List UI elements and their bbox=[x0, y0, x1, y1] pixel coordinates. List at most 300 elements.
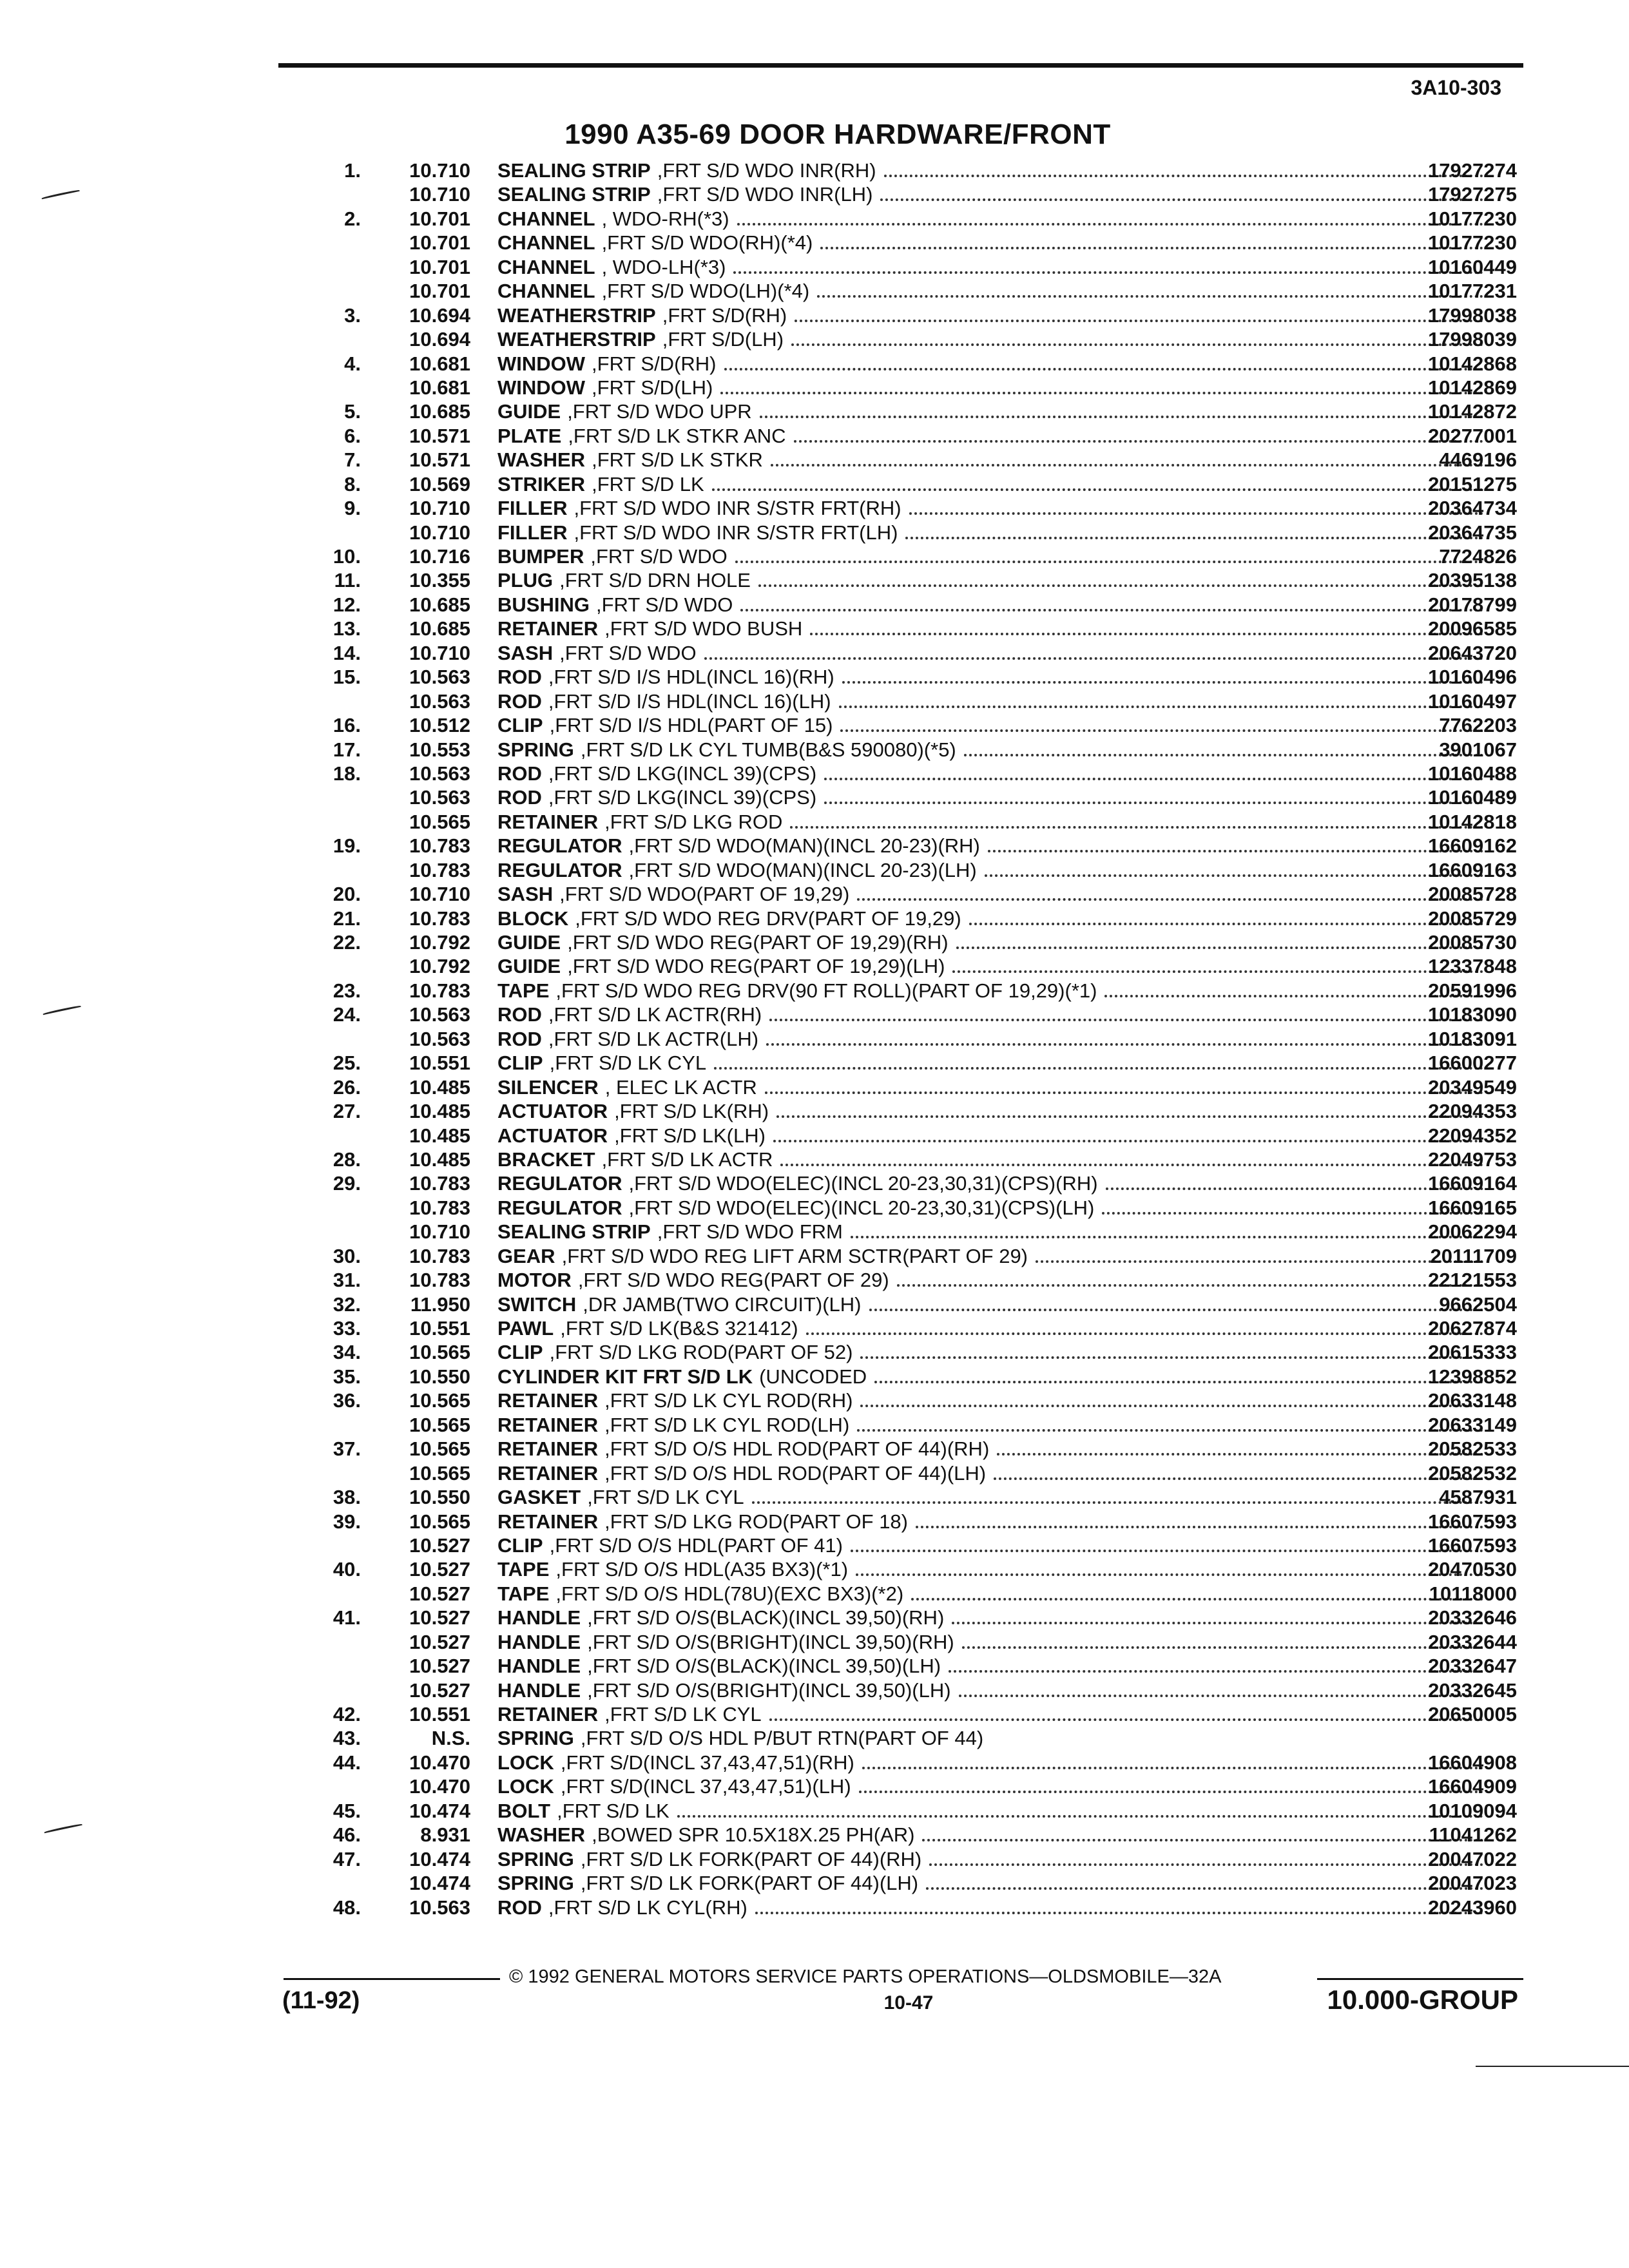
part-description bbox=[497, 762, 1483, 785]
margin-mark bbox=[43, 1005, 81, 1015]
group-number: 10.783 bbox=[409, 979, 470, 1002]
part-name: SWITCH bbox=[497, 1293, 577, 1316]
part-number: 12337848 bbox=[1428, 955, 1517, 978]
group-number: 10.485 bbox=[409, 1148, 470, 1171]
part-number: 20470530 bbox=[1428, 1558, 1517, 1581]
ref-number: 4. bbox=[344, 352, 361, 375]
part-qualifier: ,FRT S/D I/S HDL(PART OF 15) bbox=[549, 714, 833, 737]
part-name: PLATE bbox=[497, 424, 562, 447]
part-number: 20395138 bbox=[1428, 569, 1517, 592]
group-number: 10.550 bbox=[409, 1365, 470, 1388]
part-name: GUIDE bbox=[497, 955, 561, 978]
part-description bbox=[497, 255, 1483, 279]
parts-row bbox=[309, 1437, 1534, 1461]
part-description bbox=[497, 858, 1483, 882]
part-description bbox=[497, 1896, 1483, 1919]
part-description bbox=[497, 617, 1483, 640]
part-description bbox=[497, 713, 1483, 737]
part-qualifier: ,FRT S/D I/S HDL(INCL 16)(LH) bbox=[548, 689, 831, 713]
part-description bbox=[497, 1533, 1483, 1557]
parts-row bbox=[309, 1630, 1534, 1654]
part-name: CHANNEL bbox=[497, 231, 595, 255]
bottom-edge-line bbox=[1476, 2066, 1629, 2067]
part-description bbox=[497, 231, 1483, 255]
part-qualifier: ,FRT S/D WDO INR(RH) bbox=[657, 159, 876, 182]
part-description bbox=[497, 785, 1483, 809]
part-number: 20633148 bbox=[1428, 1389, 1517, 1412]
footer-rule-right bbox=[1317, 1978, 1523, 1980]
ref-number: 29. bbox=[333, 1172, 361, 1195]
group-number: 10.694 bbox=[409, 328, 470, 351]
parts-row bbox=[309, 1485, 1534, 1509]
dot-leader bbox=[769, 1718, 1483, 1721]
ref-number: 16. bbox=[333, 714, 361, 737]
part-number: 11041262 bbox=[1429, 1823, 1517, 1847]
part-description bbox=[497, 882, 1483, 906]
part-qualifier: ,FRT S/D O/S HDL P/BUT RTN(PART OF 44) bbox=[580, 1727, 984, 1750]
part-name: BUMPER bbox=[497, 545, 584, 568]
part-number: 7724826 bbox=[1439, 545, 1517, 568]
parts-row bbox=[309, 1220, 1534, 1244]
parts-row bbox=[309, 1896, 1534, 1919]
part-number: 10142869 bbox=[1428, 376, 1517, 399]
part-qualifier: ,FRT S/D WDO REG LIFT ARM SCTR(PART OF 29) bbox=[561, 1244, 1028, 1267]
part-description bbox=[497, 1340, 1483, 1364]
part-qualifier: ,FRT S/D(RH) bbox=[662, 303, 787, 327]
group-number: 10.527 bbox=[409, 1606, 470, 1629]
ref-number: 13. bbox=[333, 617, 361, 640]
group-number: 10.485 bbox=[409, 1124, 470, 1147]
parts-row bbox=[309, 1196, 1534, 1220]
part-number: 10183091 bbox=[1428, 1027, 1517, 1050]
part-name: WINDOW bbox=[497, 376, 586, 399]
parts-list bbox=[309, 159, 1534, 1919]
part-qualifier: ,FRT S/D WDO bbox=[590, 545, 728, 568]
part-qualifier: ,FRT S/D LK bbox=[557, 1799, 670, 1822]
ref-number: 12. bbox=[333, 593, 361, 616]
ref-number: 40. bbox=[333, 1558, 361, 1581]
part-name: BUSHING bbox=[497, 593, 590, 616]
ref-number: 39. bbox=[333, 1510, 361, 1533]
dot-leader bbox=[737, 223, 1483, 226]
group-number: 10.565 bbox=[409, 810, 470, 833]
parts-row bbox=[309, 1413, 1534, 1437]
part-name: WEATHERSTRIP bbox=[497, 328, 656, 351]
parts-row bbox=[309, 568, 1534, 592]
part-name: FILLER bbox=[497, 497, 568, 520]
parts-row bbox=[309, 1678, 1534, 1702]
part-number: 20332644 bbox=[1428, 1630, 1517, 1653]
group-number: 10.565 bbox=[409, 1389, 470, 1412]
part-description bbox=[497, 1678, 1483, 1702]
dot-leader bbox=[735, 561, 1483, 563]
part-number: 20178799 bbox=[1428, 593, 1517, 616]
part-number: 20047023 bbox=[1428, 1872, 1517, 1895]
part-description bbox=[497, 665, 1483, 689]
part-name: CHANNEL bbox=[497, 255, 595, 278]
ref-number: 11. bbox=[334, 569, 361, 592]
copyright-notice: © 1992 GENERAL MOTORS SERVICE PARTS OPERATIONS—OLDSMOBILE—32A bbox=[509, 1966, 1222, 1987]
ref-number: 10. bbox=[333, 545, 361, 568]
parts-row bbox=[309, 907, 1534, 930]
group-number: 10.553 bbox=[409, 738, 470, 761]
part-description bbox=[497, 1003, 1483, 1026]
part-qualifier: ,FRT S/D LK ACTR(RH) bbox=[548, 1003, 762, 1026]
group-number: 10.710 bbox=[409, 159, 470, 182]
part-name: ACTUATOR bbox=[497, 1124, 608, 1147]
part-description bbox=[497, 1413, 1483, 1437]
parts-row bbox=[309, 376, 1534, 399]
dot-leader bbox=[720, 392, 1483, 394]
part-description bbox=[497, 1557, 1483, 1581]
part-qualifier: , WDO-RH(*3) bbox=[601, 207, 729, 230]
part-number: 10177230 bbox=[1428, 231, 1517, 255]
group-number: 10.694 bbox=[409, 303, 470, 327]
part-qualifier: ,FRT S/D LK FORK(PART OF 44)(LH) bbox=[580, 1872, 919, 1895]
ref-number: 24. bbox=[333, 1003, 361, 1026]
part-description bbox=[497, 810, 1483, 834]
part-name: ROD bbox=[497, 786, 542, 809]
ref-number: 18. bbox=[333, 762, 361, 785]
parts-row bbox=[309, 762, 1534, 785]
parts-row bbox=[309, 1293, 1534, 1316]
part-number: 20332645 bbox=[1428, 1678, 1517, 1702]
part-qualifier: ,FRT S/D LK CYL bbox=[587, 1486, 744, 1509]
part-name: TAPE bbox=[497, 1558, 550, 1581]
part-description bbox=[497, 1871, 1483, 1895]
part-name: GUIDE bbox=[497, 400, 561, 423]
part-description bbox=[497, 1485, 1483, 1509]
part-name: TAPE bbox=[497, 1582, 550, 1605]
part-description bbox=[497, 1606, 1483, 1629]
part-name: BLOCK bbox=[497, 907, 569, 930]
part-name: RETAINER bbox=[497, 1510, 599, 1533]
group-number: 10.685 bbox=[409, 400, 470, 423]
part-name: CHANNEL bbox=[497, 280, 595, 303]
part-number: 16604908 bbox=[1428, 1751, 1517, 1774]
part-qualifier: ,FRT S/D LK ACTR bbox=[601, 1148, 773, 1171]
part-qualifier: ,FRT S/D LK CYL(RH) bbox=[548, 1896, 747, 1919]
part-name: GASKET bbox=[497, 1486, 581, 1509]
parts-row bbox=[309, 1389, 1534, 1412]
part-qualifier: ,FRT S/D LK(RH) bbox=[614, 1100, 769, 1123]
parts-row bbox=[309, 1051, 1534, 1075]
parts-row bbox=[309, 882, 1534, 906]
part-qualifier: ,FRT S/D WDO REG(PART OF 19,29)(LH) bbox=[567, 955, 945, 978]
part-name: SPRING bbox=[497, 1872, 574, 1895]
parts-row bbox=[309, 1075, 1534, 1099]
part-qualifier: ,FRT S/D LKG ROD(PART OF 18) bbox=[604, 1510, 908, 1533]
part-number: 10177231 bbox=[1428, 280, 1517, 303]
ref-number: 48. bbox=[333, 1896, 361, 1919]
part-qualifier: ,FRT S/D(LH) bbox=[662, 328, 784, 351]
ref-number: 30. bbox=[333, 1244, 361, 1267]
dot-leader bbox=[758, 584, 1483, 587]
part-description bbox=[497, 1799, 1483, 1823]
part-number: 20582533 bbox=[1428, 1437, 1517, 1461]
ref-number: 26. bbox=[333, 1075, 361, 1099]
ref-number: 38. bbox=[333, 1486, 361, 1509]
group-number: 10.527 bbox=[409, 1582, 470, 1605]
part-number: 22121553 bbox=[1428, 1269, 1517, 1292]
part-name: ROD bbox=[497, 1027, 542, 1050]
part-number: 20349549 bbox=[1428, 1075, 1517, 1099]
parts-row bbox=[309, 521, 1534, 544]
part-description bbox=[497, 1823, 1483, 1847]
group-number: 10.563 bbox=[409, 786, 470, 809]
group-number: 10.716 bbox=[409, 545, 470, 568]
part-number: 17927274 bbox=[1428, 159, 1517, 182]
ref-number: 3. bbox=[344, 303, 361, 327]
part-number: 20062294 bbox=[1428, 1220, 1517, 1244]
part-name: SASH bbox=[497, 883, 554, 906]
part-name: ROD bbox=[497, 666, 542, 689]
parts-row bbox=[309, 1340, 1534, 1364]
ref-number: 7. bbox=[344, 448, 361, 472]
part-name: SPRING bbox=[497, 738, 574, 761]
ref-number: 46. bbox=[333, 1823, 361, 1847]
part-name: CLIP bbox=[497, 1341, 543, 1364]
group-number: 10.792 bbox=[409, 931, 470, 954]
parts-row bbox=[309, 1027, 1534, 1051]
part-number: 4469196 bbox=[1439, 448, 1517, 472]
group-number: 10.565 bbox=[409, 1510, 470, 1533]
part-number: 16600277 bbox=[1428, 1052, 1517, 1075]
group-number: 10.783 bbox=[409, 1196, 470, 1219]
dot-leader bbox=[677, 1815, 1483, 1818]
dot-leader bbox=[765, 1091, 1483, 1094]
part-qualifier: ,FRT S/D(RH) bbox=[592, 352, 717, 375]
part-qualifier: ,FRT S/D WDO(ELEC)(INCL 20-23,30,31)(CPS)(RH) bbox=[628, 1172, 1098, 1195]
part-qualifier: ,FRT S/D WDO INR S/STR FRT(RH) bbox=[574, 497, 901, 520]
dot-leader bbox=[712, 488, 1483, 491]
group-number: 10.701 bbox=[409, 207, 470, 230]
part-name: GUIDE bbox=[497, 931, 561, 954]
part-description bbox=[497, 1510, 1483, 1533]
part-qualifier: ,FRT S/D WDO INR S/STR FRT(LH) bbox=[574, 521, 898, 544]
part-description bbox=[497, 1847, 1483, 1871]
part-number: 10160496 bbox=[1428, 666, 1517, 689]
part-number: 20085728 bbox=[1428, 883, 1517, 906]
parts-row bbox=[309, 689, 1534, 713]
part-description bbox=[497, 159, 1483, 182]
parts-row bbox=[309, 593, 1534, 617]
part-qualifier: ,FRT S/D I/S HDL(INCL 16)(RH) bbox=[548, 666, 834, 689]
part-qualifier: ,FRT S/D LK FORK(PART OF 44)(RH) bbox=[580, 1847, 922, 1870]
ref-number: 37. bbox=[333, 1437, 361, 1461]
parts-row bbox=[309, 1823, 1534, 1847]
part-number: 20364735 bbox=[1428, 521, 1517, 544]
page-code: 3A10-303 bbox=[1411, 76, 1501, 99]
ref-number: 45. bbox=[333, 1799, 361, 1822]
parts-row bbox=[309, 352, 1534, 376]
part-qualifier: ,FRT S/D WDO UPR bbox=[567, 400, 752, 423]
part-number: 20650005 bbox=[1428, 1703, 1517, 1725]
part-name: REGULATOR bbox=[497, 858, 622, 881]
part-description bbox=[497, 1751, 1483, 1774]
part-description bbox=[497, 834, 1483, 858]
part-description bbox=[497, 738, 1483, 762]
parts-row bbox=[309, 1654, 1534, 1678]
group-number: 10.485 bbox=[409, 1100, 470, 1123]
parts-row bbox=[309, 713, 1534, 737]
group-number: 10.474 bbox=[409, 1799, 470, 1822]
group-number: 10.783 bbox=[409, 858, 470, 881]
part-qualifier: ,FRT S/D LKG(INCL 39)(CPS) bbox=[548, 762, 817, 785]
part-description bbox=[497, 689, 1483, 713]
part-name: WEATHERSTRIP bbox=[497, 303, 656, 327]
parts-row bbox=[309, 810, 1534, 834]
part-description bbox=[497, 1027, 1483, 1051]
group-number: 10.527 bbox=[409, 1655, 470, 1678]
ref-number: 27. bbox=[333, 1100, 361, 1123]
group-number: 10.563 bbox=[409, 1896, 470, 1919]
part-number: 20643720 bbox=[1428, 641, 1517, 664]
part-number: 22049753 bbox=[1428, 1148, 1517, 1171]
group-number: 10.571 bbox=[409, 424, 470, 447]
group-number: 10.565 bbox=[409, 1461, 470, 1485]
part-number: 20111709 bbox=[1430, 1244, 1517, 1267]
part-qualifier: ,FRT S/D LK CYL ROD(RH) bbox=[604, 1389, 853, 1412]
part-qualifier: ,FRT S/D WDO bbox=[559, 641, 697, 664]
parts-row bbox=[309, 159, 1534, 182]
part-description bbox=[497, 593, 1483, 617]
part-qualifier: ,FRT S/D(INCL 37,43,47,51)(LH) bbox=[560, 1775, 851, 1798]
part-number: 20277001 bbox=[1428, 424, 1517, 447]
part-number: 20047022 bbox=[1428, 1847, 1517, 1870]
ref-number: 17. bbox=[333, 738, 361, 761]
part-number: 10183090 bbox=[1428, 1003, 1517, 1026]
part-qualifier: ,FRT S/D LKG ROD bbox=[604, 810, 783, 833]
dot-leader bbox=[752, 1501, 1483, 1504]
dot-leader bbox=[733, 271, 1483, 274]
part-name: ROD bbox=[497, 1896, 542, 1919]
ref-number: 44. bbox=[333, 1751, 361, 1774]
dot-leader bbox=[791, 343, 1483, 346]
parts-row bbox=[309, 1533, 1534, 1557]
parts-row bbox=[309, 399, 1534, 423]
part-name: TAPE bbox=[497, 979, 550, 1002]
group-number: 10.783 bbox=[409, 1172, 470, 1195]
group-number: 10.710 bbox=[409, 1220, 470, 1244]
group-number: 10.783 bbox=[409, 834, 470, 858]
group-number: 10.527 bbox=[409, 1533, 470, 1557]
part-description bbox=[497, 1293, 1483, 1316]
part-number: 20085729 bbox=[1428, 907, 1517, 930]
part-qualifier: ,FRT S/D WDO REG(PART OF 19,29)(RH) bbox=[567, 931, 949, 954]
part-name: GEAR bbox=[497, 1244, 555, 1267]
part-number: 4587931 bbox=[1439, 1486, 1517, 1509]
part-qualifier: ,FRT S/D WDO REG DRV(90 FT ROLL)(PART OF 19,29)(*1) bbox=[555, 979, 1097, 1002]
group-number: 11.950 bbox=[410, 1293, 470, 1316]
ref-number: 35. bbox=[333, 1365, 361, 1388]
group-number: 10.565 bbox=[409, 1341, 470, 1364]
ref-number: 43. bbox=[333, 1727, 361, 1750]
ref-number: 31. bbox=[333, 1269, 361, 1292]
part-number: 12398852 bbox=[1428, 1365, 1517, 1388]
group-number: 10.563 bbox=[409, 666, 470, 689]
part-name: BRACKET bbox=[497, 1148, 595, 1171]
parts-row bbox=[309, 1124, 1534, 1148]
part-number: 20615333 bbox=[1428, 1341, 1517, 1364]
ref-number: 34. bbox=[333, 1341, 361, 1364]
part-qualifier: ,FRT S/D WDO(RH)(*4) bbox=[601, 231, 813, 255]
group-number: 10.551 bbox=[409, 1703, 470, 1725]
ref-number: 28. bbox=[333, 1148, 361, 1171]
ref-number: 19. bbox=[333, 834, 361, 858]
part-number: 17998038 bbox=[1428, 303, 1517, 327]
group-number: 10.565 bbox=[409, 1413, 470, 1436]
part-qualifier: ,FRT S/D O/S(BRIGHT)(INCL 39,50)(RH) bbox=[587, 1630, 954, 1653]
part-name: CHANNEL bbox=[497, 207, 595, 230]
parts-row bbox=[309, 1244, 1534, 1268]
group-number: 10.681 bbox=[409, 352, 470, 375]
margin-mark bbox=[41, 189, 79, 199]
group-number: 10.563 bbox=[409, 1003, 470, 1026]
part-description bbox=[497, 1582, 1483, 1606]
dot-leader bbox=[766, 1043, 1483, 1046]
part-number: 16609165 bbox=[1428, 1196, 1517, 1219]
group-number: 10.512 bbox=[409, 714, 470, 737]
dot-leader bbox=[760, 416, 1483, 418]
part-qualifier: ,FRT S/D O/S HDL ROD(PART OF 44)(RH) bbox=[604, 1437, 990, 1461]
part-name: WASHER bbox=[497, 1823, 586, 1847]
part-number: 22094352 bbox=[1428, 1124, 1517, 1147]
part-qualifier: ,FRT S/D WDO(ELEC)(INCL 20-23,30,31)(CPS)(LH) bbox=[628, 1196, 1095, 1219]
part-description bbox=[497, 1702, 1483, 1726]
part-description bbox=[497, 1630, 1483, 1654]
parts-row bbox=[309, 641, 1534, 665]
part-name: RETAINER bbox=[497, 1703, 599, 1725]
parts-row bbox=[309, 834, 1534, 858]
part-name: LOCK bbox=[497, 1751, 554, 1774]
part-number: 10177230 bbox=[1428, 207, 1517, 230]
part-number: 10160488 bbox=[1428, 762, 1517, 785]
group-number: 10.474 bbox=[409, 1872, 470, 1895]
part-number: 20364734 bbox=[1428, 497, 1517, 520]
group-number: 10.474 bbox=[409, 1847, 470, 1870]
margin-mark bbox=[44, 1823, 82, 1833]
parts-row bbox=[309, 1557, 1534, 1581]
group-number: 10.783 bbox=[409, 907, 470, 930]
ref-number: 6. bbox=[344, 424, 361, 447]
group-number: 10.710 bbox=[409, 883, 470, 906]
group-number: 10.355 bbox=[409, 569, 470, 592]
dot-leader bbox=[790, 826, 1483, 829]
part-qualifier: ,BOWED SPR 10.5X18X.25 PH(AR) bbox=[592, 1823, 915, 1847]
group-number: 10.563 bbox=[409, 1027, 470, 1050]
part-description bbox=[497, 544, 1483, 568]
group-number: 10.527 bbox=[409, 1678, 470, 1702]
part-name: CLIP bbox=[497, 714, 543, 737]
part-name: REGULATOR bbox=[497, 1172, 622, 1195]
part-name: WASHER bbox=[497, 448, 586, 472]
part-description bbox=[497, 1461, 1483, 1485]
group-number: 10.701 bbox=[409, 280, 470, 303]
parts-row bbox=[309, 1461, 1534, 1485]
ref-number: 23. bbox=[333, 979, 361, 1002]
group-number: 10.681 bbox=[409, 376, 470, 399]
part-qualifier: ,FRT S/D LK ACTR(LH) bbox=[548, 1027, 759, 1050]
top-rule bbox=[278, 63, 1523, 68]
parts-row bbox=[309, 1099, 1534, 1123]
group-number: 10.527 bbox=[409, 1630, 470, 1653]
part-description bbox=[497, 1654, 1483, 1678]
parts-row bbox=[309, 327, 1534, 351]
parts-row bbox=[309, 1799, 1534, 1823]
part-description bbox=[497, 1171, 1483, 1195]
parts-row bbox=[309, 182, 1534, 206]
